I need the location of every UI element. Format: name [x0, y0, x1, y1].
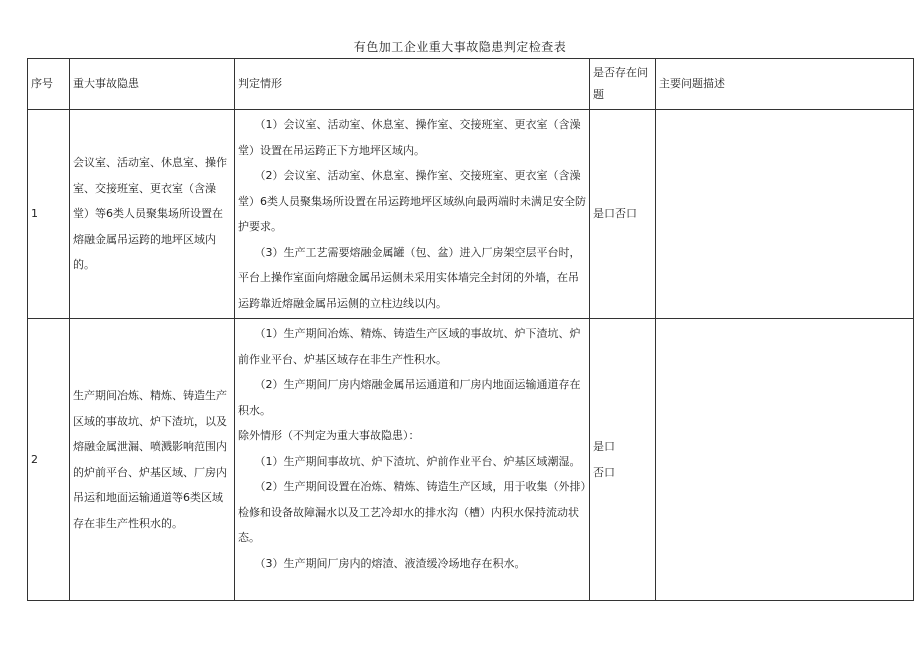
row1-no: 1	[28, 110, 70, 319]
inspection-table	[27, 58, 914, 601]
row1-criteria-item: （1）会议室、活动室、休息室、操作室、交接班室、更衣室（含澡堂）设置在吊运跨正下方地坪区域内。	[238, 118, 581, 157]
table-header-row	[28, 59, 914, 110]
row1-exists-checkbox[interactable]: 是口否口	[590, 110, 656, 319]
row2-criteria-item: （2）生产期间厂房内熔融金属吊运通道和厂房内地面运输通道存在积水。	[238, 378, 581, 417]
row2-criteria-item: （3）生产期间厂房内的熔渣、液渣缓冷场地存在积水。	[254, 556, 526, 570]
row1-criteria-item: （2）会议室、活动室、休息室、操作室、交接班室、更衣室（含澡堂）6类人员聚集场所设置在吊运跨地坪区域纵向最两端时未满足安全防护要求。	[238, 169, 586, 233]
document-title: 有色加工企业重大事故隐患判定检查表	[353, 40, 567, 54]
row2-criteria-item: （1）生产期间冶炼、精炼、铸造生产区域的事故坑、炉下渣坑、炉前作业平台、炉基区域存在非生产性积水。	[238, 327, 581, 366]
row2-exists-yes[interactable]: 是口	[593, 440, 615, 453]
row2-exception-heading: 除外情形（不判定为重大事故隐患）：	[238, 429, 420, 442]
row2-exists-checkbox[interactable]	[590, 319, 656, 601]
row2-criteria-item: （1）生产期间事故坑、炉下渣坑、炉前作业平台、炉基区域潮湿。	[254, 454, 581, 468]
table-row	[28, 110, 914, 319]
row1-description[interactable]	[656, 110, 914, 319]
header-criteria: 判定情形	[235, 59, 590, 110]
header-description: 主要问题描述	[656, 59, 914, 110]
row2-hazard: 生产期间冶炼、精炼、铸造生产区域的事故坑、炉下渣坑，以及熔融金属泄漏、喷溅影响范围内的炉前平台、炉基区域、厂房内吊运和地面运输通道等6类区域存在非生产性积水的。	[70, 319, 235, 601]
row2-exists-no[interactable]: 否口	[593, 465, 615, 479]
header-hazard: 重大事故隐患	[70, 59, 235, 110]
row2-criteria	[235, 319, 590, 601]
row1-criteria-item: （3）生产工艺需要熔融金属罐（包、盆）进入厂房架空层平台时，平台上操作室面向熔融金属吊运侧未采用实体墙完全封闭的外墙，在吊运跨靠近熔融金属吊运侧的立柱边线以内。	[238, 245, 581, 310]
row1-criteria	[235, 110, 590, 319]
table-row	[28, 319, 914, 601]
row2-no: 2	[28, 319, 70, 601]
header-exists: 是否存在问题	[590, 59, 656, 110]
row2-description[interactable]	[656, 319, 914, 601]
header-no: 序号	[28, 59, 70, 110]
row1-hazard: 会议室、活动室、休息室、操作室、交接班室、更衣室（含澡堂）等6类人员聚集场所设置在熔融金属吊运跨的地坪区域内的。	[70, 110, 235, 319]
row2-criteria-item: （2）生产期间设置在冶炼、精炼、铸造生产区域，用于收集（外排）检修和设备故障漏水以及工艺冷却水的排水沟（槽）内积水保持流动状态。	[238, 480, 586, 544]
